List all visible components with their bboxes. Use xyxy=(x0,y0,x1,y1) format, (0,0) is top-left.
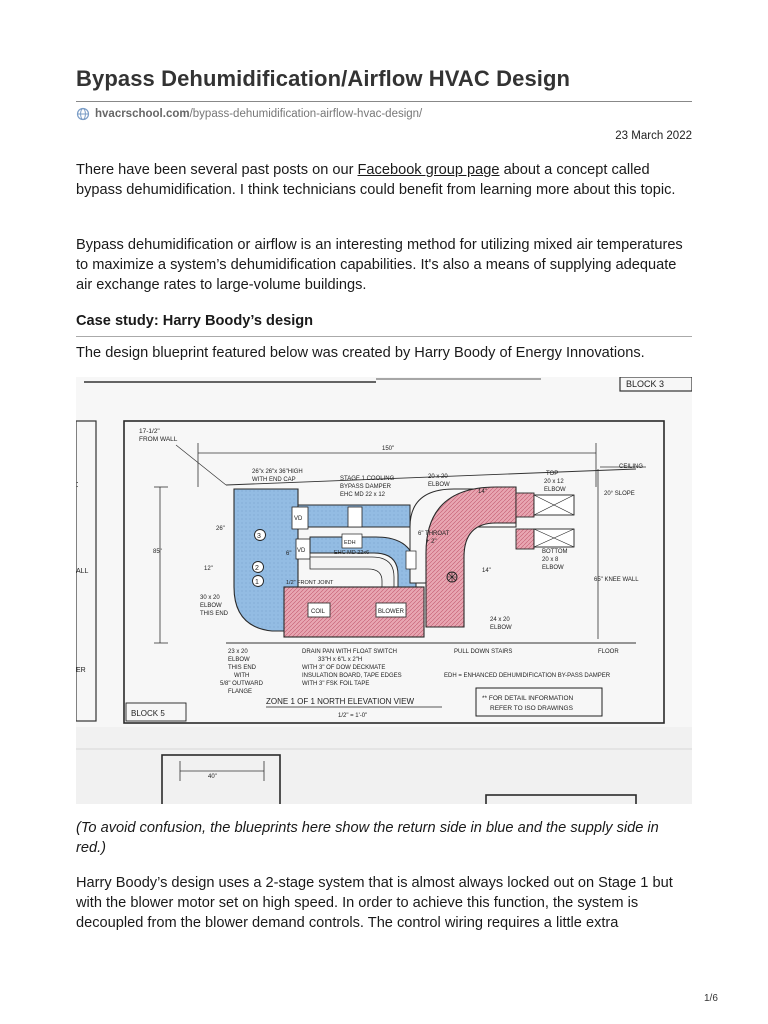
paragraph-intro xyxy=(76,160,692,200)
left-margin-all: ALL xyxy=(76,568,89,575)
blueprint-figure xyxy=(76,377,692,804)
top-elbow-3: ELBOW xyxy=(544,487,566,493)
section-heading: Case study: Harry Boody’s design xyxy=(76,313,314,329)
drain-label-5: WITH 3" FSK FOIL TAPE xyxy=(302,681,370,687)
elbow20-label-2: ELBOW xyxy=(428,482,450,488)
left-margin-er: ER xyxy=(76,667,86,674)
block-top-label: BLOCK 3 xyxy=(626,379,665,389)
facebook-group-link[interactable]: Facebook group page xyxy=(357,162,500,178)
bottom-elbow-1: BOTTOM xyxy=(542,549,568,555)
blueprint-drawing xyxy=(76,377,692,804)
detail-note-2: REFER TO ISO DRAWINGS xyxy=(490,705,573,712)
top-elbow-2: 20 x 12 xyxy=(544,479,564,485)
elbow24-label-1: 24 x 20 xyxy=(490,617,510,623)
dim-26: 26" xyxy=(216,526,225,532)
detail-note-1: ** FOR DETAIL INFORMATION xyxy=(482,695,574,702)
paragraph-design: Harry Boody’s design uses a 2-stage system that is almost always locked out on Stage 1 but with the blower motor set on high speed. In order to achieve this function, the system is decoupled from the blower demand controls. The control wiring requires a little extra xyxy=(76,875,673,931)
scale-label: 1/2" = 1'-0" xyxy=(338,713,368,719)
source-host: hvacrschool.com xyxy=(95,108,190,120)
stage-label-1: STAGE 1 COOLING xyxy=(340,476,395,482)
stairs-label: PULL DOWN STAIRS xyxy=(454,649,513,655)
vd-label-2: VD xyxy=(297,548,306,554)
globe-icon xyxy=(76,107,90,121)
paragraph-intro-end: about a concept called bypass dehumidification. I think technicians could benefit from learning more about this topic. xyxy=(76,162,676,198)
article-title: Bypass Dehumidification/Airflow HVAC Design xyxy=(76,66,571,91)
paragraph-blueprint-intro: The design blueprint featured below was created by Harry Boody of Energy Innovations. xyxy=(76,345,645,361)
dim-width: 150" xyxy=(382,446,395,452)
stage-label-2: BYPASS DAMPER xyxy=(340,484,391,490)
dim-85: 85" xyxy=(153,549,162,555)
elbow24-label-2: ELBOW xyxy=(490,625,512,631)
edh-legend: EDH = ENHANCED DEHUMIDIFICATION BY-PASS DAMPER xyxy=(444,673,611,679)
from-wall-2: FROM WALL xyxy=(139,436,178,443)
zone-label: ZONE 1 OF 1 NORTH ELEVATION VIEW xyxy=(266,697,415,706)
drain-label-2: 33"H x 6"L x 2"H xyxy=(318,657,363,663)
vd-label-1: VD xyxy=(294,516,303,522)
elbow30-label-2: ELBOW xyxy=(200,603,222,609)
left-elbow-6: FLANGE xyxy=(228,689,253,695)
dim-14b: 14" xyxy=(482,568,491,574)
dim-12: 12" xyxy=(204,566,213,572)
stage-label-3: EHC MD 22 x 12 xyxy=(340,492,386,498)
title-divider xyxy=(76,101,692,102)
circle-3: 3 xyxy=(257,533,261,540)
cap-label-2: WITH END CAP xyxy=(252,477,296,483)
top-elbow-1: TOP xyxy=(546,471,559,477)
page-number: 1/6 xyxy=(704,993,718,1004)
source-link[interactable] xyxy=(76,107,422,121)
elbow30-label-3: THIS END xyxy=(200,611,229,617)
throat-label-2: + 2" xyxy=(426,539,437,545)
publish-date: 23 March 2022 xyxy=(615,130,692,142)
circle-1: 1 xyxy=(255,579,259,586)
bottom-elbow-2: 20 x 8 xyxy=(542,557,559,563)
drain-label-4: INSULATION BOARD, TAPE EDGES xyxy=(302,673,402,679)
from-wall-1: 17-1/2" xyxy=(139,428,160,435)
slope-label: 20° SLOPE xyxy=(604,491,635,497)
front-joint-label: 1/2" FRONT JOINT xyxy=(286,580,334,586)
bottom-elbow-3: ELBOW xyxy=(542,565,564,571)
edh-label: EDH xyxy=(344,540,356,546)
left-elbow-1: 23 x 20 xyxy=(228,649,248,655)
dim-40: 40" xyxy=(208,774,217,780)
elbow20-label-1: 20 x 20 xyxy=(428,474,448,480)
dim-14: 14" xyxy=(478,489,487,495)
drain-label-3: WITH 3" OF DOW DECKMATE xyxy=(302,665,386,671)
ehc-label: EHC MD 22x6 xyxy=(334,550,370,556)
block-bottom-label: BLOCK 5 xyxy=(131,709,165,718)
section-divider xyxy=(76,336,692,337)
paragraph-definition: Bypass dehumidification or airflow is an interesting method for utilizing mixed air temperatures to maximize a system’s dehumidification capabilities. It's also a means of supplying adequate air exchange rates to large-volume buildings. xyxy=(76,237,683,293)
drain-label-1: DRAIN PAN WITH FLOAT SWITCH xyxy=(302,649,398,655)
paragraph-intro-start: There have been several past posts on our xyxy=(76,162,358,178)
left-elbow-5: 5/8" OUTWARD xyxy=(220,681,263,687)
cap-label-1: 26"x 26"x 36"HIGH xyxy=(252,469,303,475)
left-elbow-4: WITH xyxy=(234,673,250,679)
left-elbow-2: ELBOW xyxy=(228,657,250,663)
left-margin-colon: : xyxy=(76,479,79,489)
throat-label-1: 6" THROAT xyxy=(418,531,450,537)
source-path: /bypass-dehumidification-airflow-hvac-design/ xyxy=(189,108,423,120)
elbow30-label-1: 30 x 20 xyxy=(200,595,220,601)
left-elbow-3: THIS END xyxy=(228,665,257,671)
floor-label: FLOOR xyxy=(598,649,619,655)
blower-label: BLOWER xyxy=(378,609,405,615)
knee-wall-label: 65" KNEE WALL xyxy=(594,577,639,583)
figure-caption: (To avoid confusion, the blueprints here show the return side in blue and the supply side in red.) xyxy=(76,820,659,856)
coil-label: COIL xyxy=(311,609,326,615)
circle-2: 2 xyxy=(255,565,259,572)
ceiling-label: CEILING xyxy=(619,464,644,470)
dim-6: 6" xyxy=(286,551,292,557)
